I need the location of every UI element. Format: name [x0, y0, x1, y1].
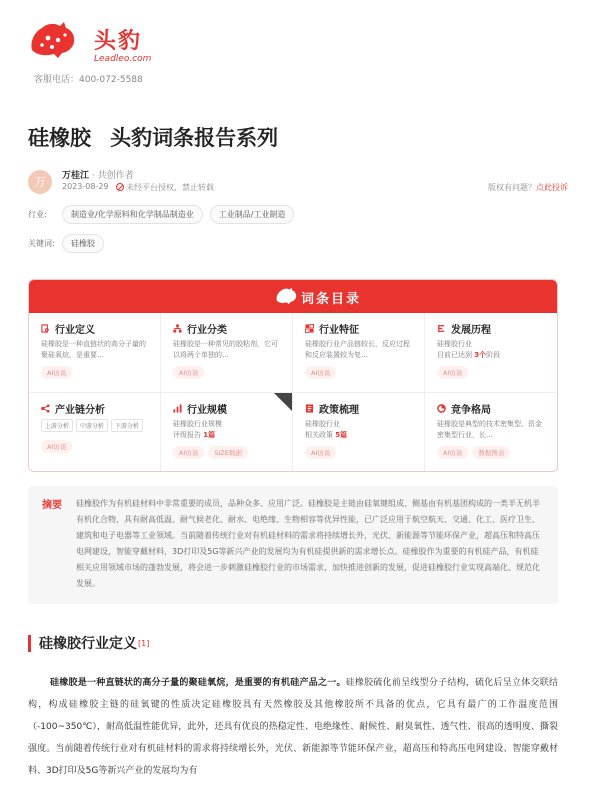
size-data-pill[interactable]: SIZE数据: [208, 446, 248, 459]
toc-item-title: 竞争格局: [451, 404, 491, 416]
corner-marker-icon: [274, 393, 292, 411]
industry-row: [28, 204, 301, 224]
toc-item-title: 行业特征: [319, 324, 359, 336]
toc-item-features[interactable]: [293, 313, 425, 393]
section-title: 硅橡胶行业定义: [39, 636, 137, 652]
toc-item-desc: [173, 419, 282, 441]
abstract-text: 硅橡胶作为有机硅材料中非常重要的成员，品种众多、应用广泛。硅橡胶是主链由硅氧键组成、侧基由有机基团构成的一类半无机半有机化合物，具有耐高低温、耐气候老化、耐水、电绝缘、生物相容等优异性能，已广泛应用于航空航天、交通、化工、医疗卫生、建筑和电子电器等工业领域。当前随着传统行业对有机硅材料的需求将持续增长外，光伏、新能源等节能环保产业，超高压和特高压电网建设，智能穿戴材料，3D打印及5G等新兴产业的发展均为有机硅提供新的需求增长点。硅橡胶作为重要的有机硅产品，有机硅相关应用领域市场的蓬勃发展，将会进一步刺激硅橡胶行业的市场需求，加快推进创新的发展，促进硅橡胶行业实现高端化、规范化发展。: [76, 499, 540, 588]
toc-desc-line: 相关政策: [305, 431, 336, 439]
bar-chart-icon: [173, 404, 182, 413]
repost-notice-text: 未经平台授权，禁止转载: [126, 183, 214, 192]
report-title: [28, 122, 588, 154]
leopard-logo-icon: [275, 285, 297, 307]
industry-tag[interactable]: 工业制品/工业制造: [210, 205, 295, 224]
grid-icon: [305, 324, 314, 333]
author-row: [28, 168, 568, 198]
keyword-tag[interactable]: 硅橡胶: [62, 234, 104, 253]
section-body-text: 硅橡胶硫化前呈线型分子结构，硫化后呈立体交联结构，构成硅橡胶主链的硅氧键的性质决定硅橡胶具有天然橡胶及其他橡胶所不具备的优点，它具有最广的工作温度范围（-100~350℃），耐高低温性能优异，此外，还具有优良的热稳定性、电绝缘性、耐候性、耐臭氧性、透气性、很高的透明度、撕裂强度。当前随着传统行业对有机硅材料的需求将持续增长外，光伏、新能源等节能环保产业，超高压和特高压电网建设、智能穿戴材料、3D打印及5G等新兴产业的发展均为有: [28, 678, 558, 776]
keyword-label: 关键词:: [28, 238, 55, 248]
copyright-question: 版权有问题？: [488, 183, 536, 192]
downstream-chip[interactable]: 下游分析: [111, 419, 143, 432]
copyright-query: [488, 182, 568, 193]
brand-header: [28, 18, 228, 88]
toc-item-history[interactable]: [425, 313, 557, 393]
brand-name: 头豹: [94, 29, 143, 54]
toc-desc-count: 3个: [474, 351, 487, 359]
industry-tag[interactable]: 制造业/化学原料和化学制品制造业: [62, 205, 203, 224]
avatar[interactable]: 万: [28, 170, 52, 194]
timeline-icon: [437, 324, 446, 333]
brand-url[interactable]: Leadleo.com: [94, 54, 152, 64]
ai-interview-pill[interactable]: AI访谈: [305, 366, 336, 379]
toc-item-title: 产业链分析: [55, 404, 105, 416]
report-title-series: 头豹词条报告系列: [110, 126, 279, 150]
toc-desc-line: 评级报告: [173, 431, 204, 439]
ai-interview-pill[interactable]: AI访谈: [41, 440, 72, 453]
toc-banner: [29, 280, 557, 313]
search-doc-icon: [41, 324, 50, 333]
ai-interview-pill[interactable]: AI访谈: [41, 366, 72, 379]
report-title-main: 硅橡胶: [28, 126, 91, 150]
toc-desc-line: 硅橡胶行业: [437, 340, 472, 348]
toc-item-title: 政策梳理: [319, 404, 359, 416]
toc-title: 词条目录: [301, 292, 362, 307]
chart-data-pill[interactable]: 数据图表: [472, 446, 510, 459]
toc-desc-line: 阶段: [486, 351, 501, 359]
policy-icon: [305, 404, 314, 413]
keyword-row: [28, 233, 111, 253]
upstream-chip[interactable]: 上游分析: [41, 419, 73, 432]
toc-item-desc: 硅橡胶是一种直链状的高分子量的聚硅氧烷，是重要…: [41, 340, 146, 359]
complain-link[interactable]: 点此投诉: [536, 183, 568, 192]
toc-desc-count: 1篇: [203, 431, 216, 439]
author-role: · 共创作者: [89, 171, 134, 181]
toc-item-title: 行业分类: [187, 324, 227, 336]
toc-desc-line: 硅橡胶行业: [305, 420, 340, 428]
toc-item-desc: 硅橡胶是典型的技术密集型、资金密集型行业，长…: [437, 420, 542, 439]
toc-item-definition[interactable]: [29, 313, 161, 393]
toc-item-title: 发展历程: [451, 324, 491, 336]
toc-item-value-chain[interactable]: [29, 393, 161, 472]
toc-item-desc: [437, 339, 547, 361]
toc-grid: [29, 313, 557, 472]
toc-desc-line: 硅橡胶行业规模: [173, 420, 222, 428]
ai-interview-pill[interactable]: AI访谈: [437, 366, 468, 379]
toc-item-title: 行业定义: [55, 324, 95, 336]
publish-date: 2023-08-29: [62, 182, 109, 191]
toc-item-policy[interactable]: [293, 393, 425, 472]
no-entry-icon: [116, 183, 124, 191]
toc-item-classification[interactable]: [161, 313, 293, 393]
toc-item-desc: 硅橡胶是一种常见的胶粘剂，它可以将两个单独的…: [173, 340, 278, 359]
section-body: [28, 672, 558, 782]
chain-icon: [41, 404, 50, 413]
toc-desc-line: 目前已达到: [437, 351, 475, 359]
reference-marker[interactable]: [1]: [138, 638, 150, 648]
abstract-label: 摘要: [42, 500, 62, 511]
author-name-text: 万桂江: [62, 171, 90, 181]
toc-desc-count: 5篇: [335, 431, 348, 439]
section-heading: [28, 632, 149, 654]
service-phone: 客服电话：400-072-5588: [34, 75, 143, 85]
author-name[interactable]: [62, 168, 134, 181]
pie-chart-icon: [437, 404, 446, 413]
leopard-logo-icon: [28, 20, 76, 60]
midstream-chip[interactable]: 中游分析: [76, 419, 108, 432]
table-of-contents: [28, 279, 558, 472]
ai-interview-pill[interactable]: AI访谈: [173, 446, 204, 459]
toc-item-title: 行业规模: [187, 404, 227, 416]
industry-label: 行业:: [28, 209, 47, 219]
toc-item-desc: 硅橡胶行业产品链较长，反应过程和反应装置较为复…: [305, 340, 410, 359]
toc-item-desc: [305, 419, 414, 441]
toc-item-competition[interactable]: [425, 393, 557, 472]
repost-notice: [116, 182, 214, 193]
section-lead: 硅橡胶是一种直链状的高分子量的聚硅氧烷，是重要的有机硅产品之一。: [50, 678, 346, 688]
ai-interview-pill[interactable]: AI访谈: [173, 366, 204, 379]
ai-interview-pill[interactable]: AI访谈: [305, 446, 336, 459]
abstract-box: [28, 486, 558, 604]
section-accent-bar: [28, 635, 31, 652]
toc-item-market-size[interactable]: [161, 393, 293, 472]
hierarchy-icon: [173, 324, 182, 333]
ai-interview-pill[interactable]: AI访谈: [437, 446, 468, 459]
